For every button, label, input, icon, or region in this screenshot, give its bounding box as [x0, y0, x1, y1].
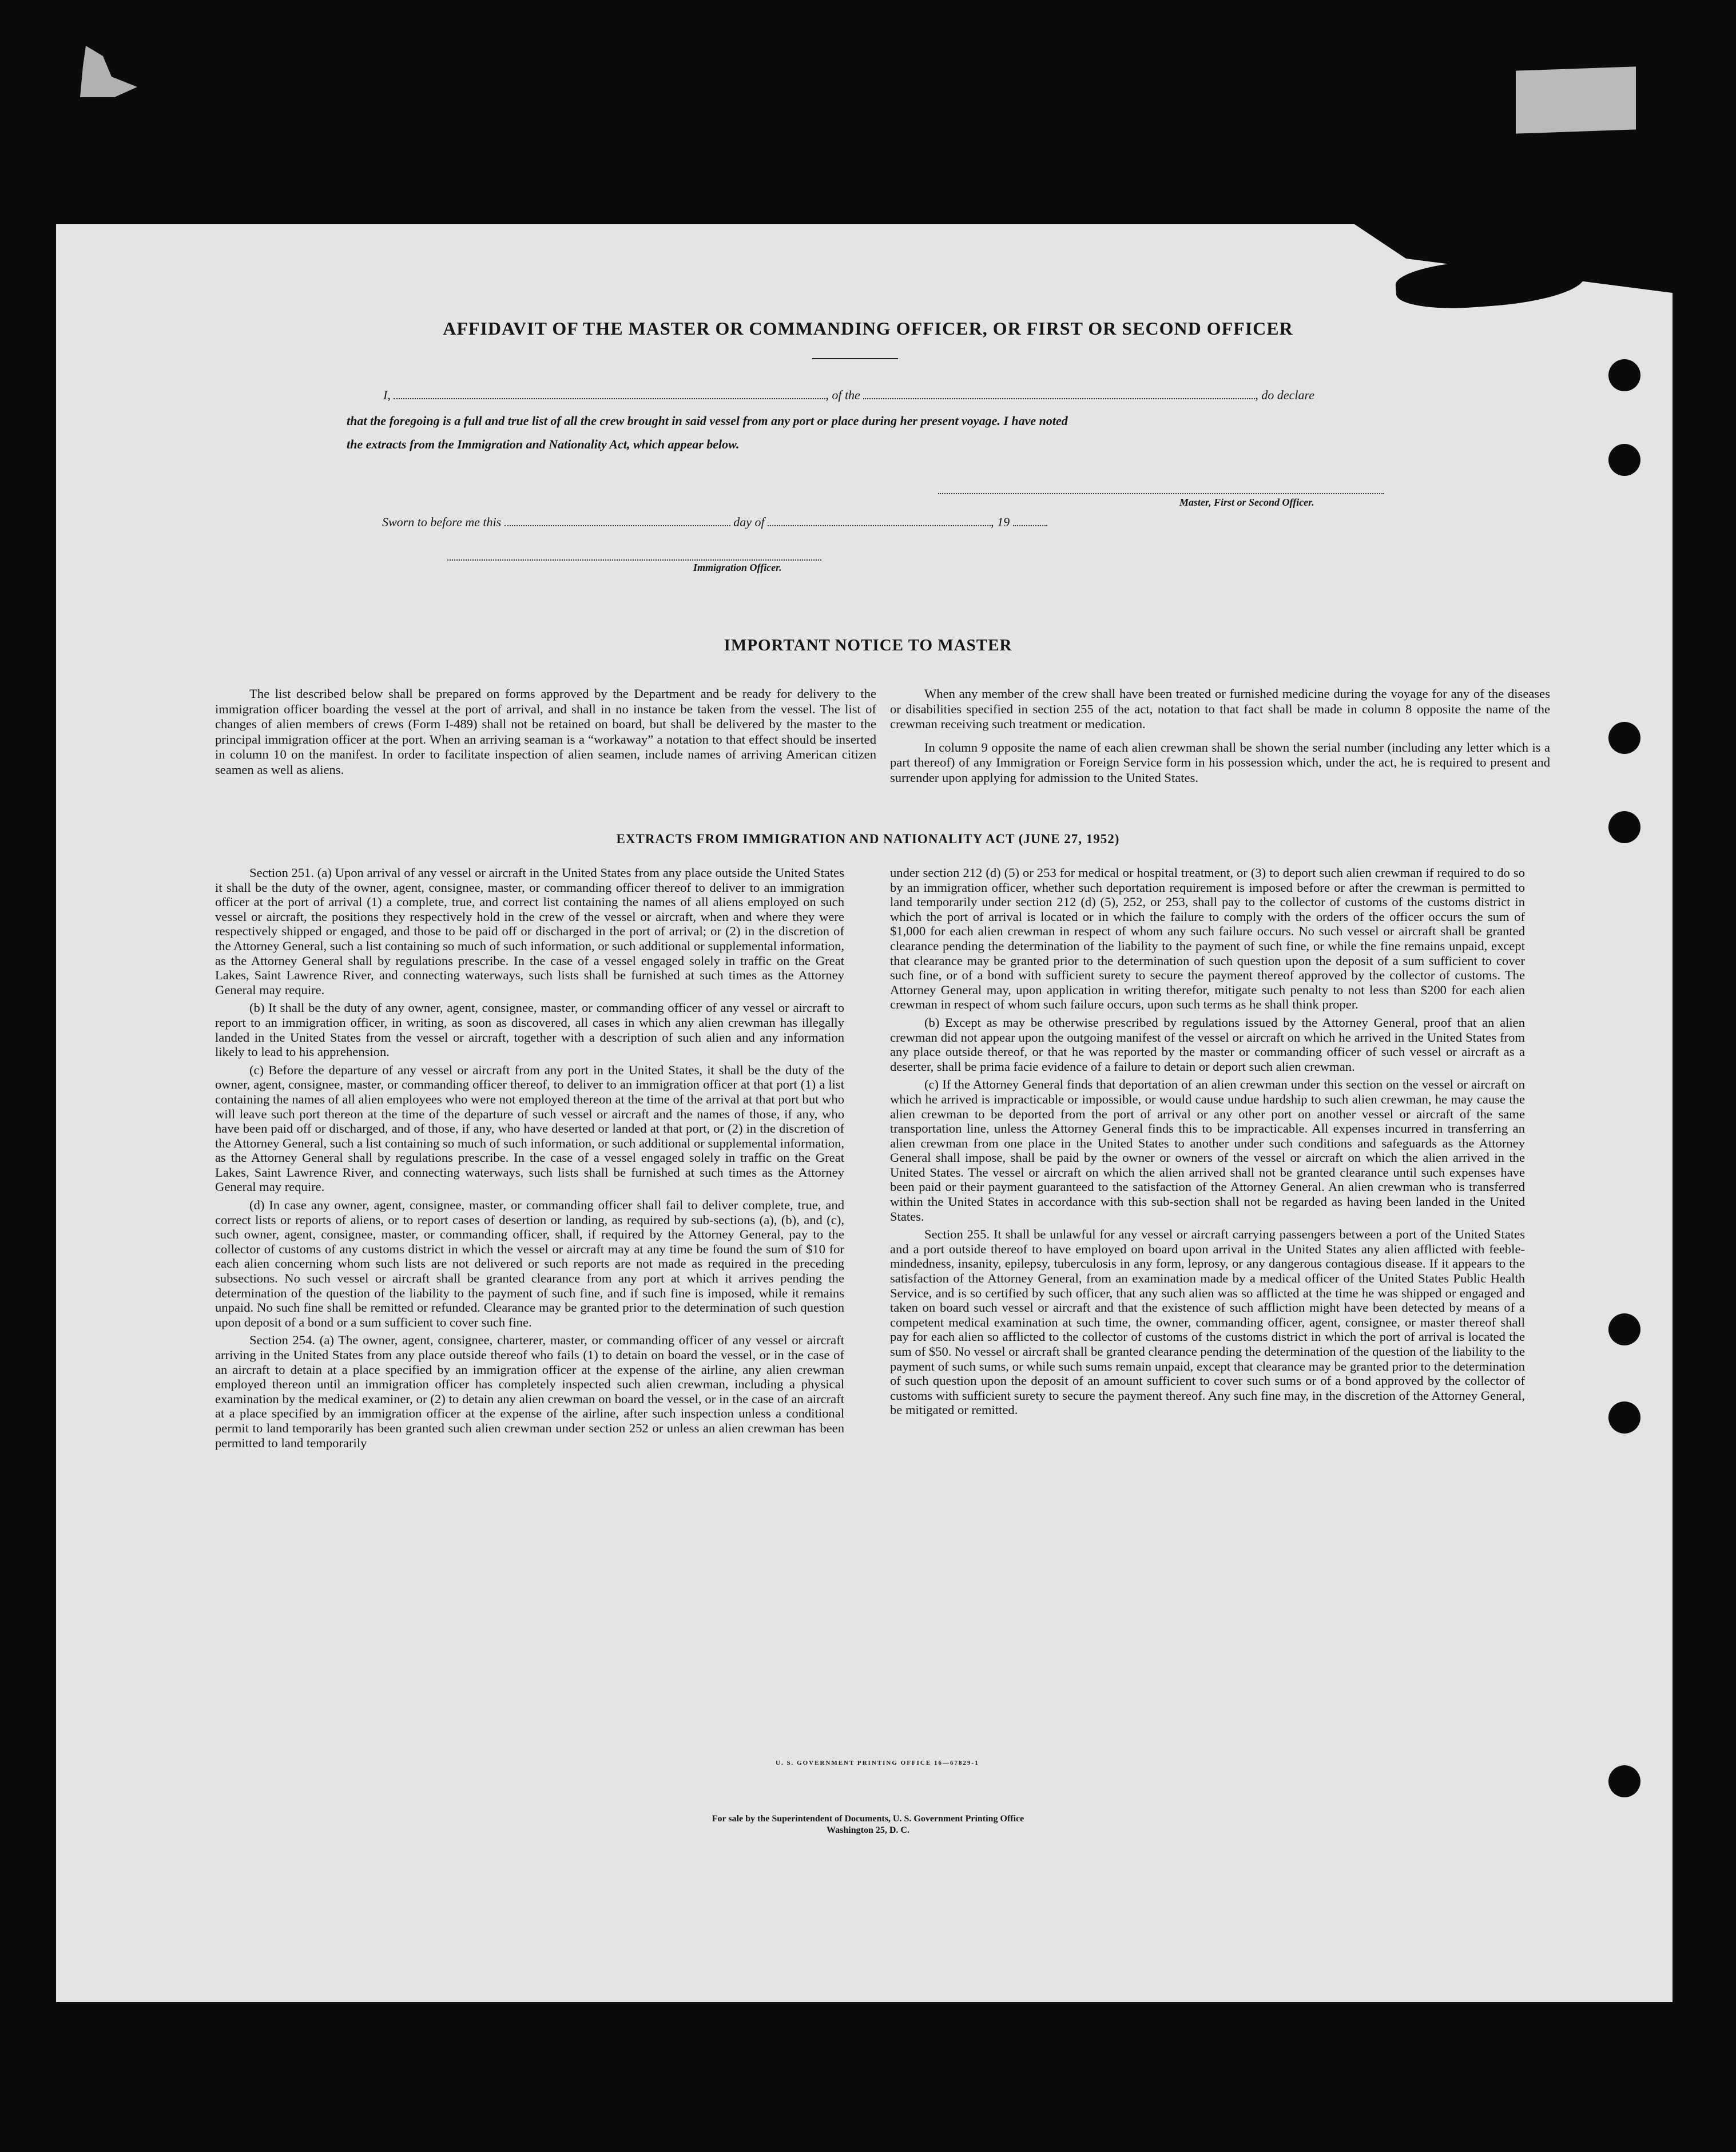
of-the-label: , of the: [825, 388, 860, 402]
extracts-left-column: [215, 865, 844, 1450]
punch-hole: [1608, 444, 1640, 476]
officer-signature-line[interactable]: [447, 559, 821, 561]
declaration-text-1: that the foregoing is a full and true list of all the crew brought in said vessel from any port or place during her present voyage. I have noted: [347, 414, 1068, 428]
extract-paragraph: Section 255. It shall be unlawful for any vessel or aircraft carrying passengers between a port of the United States and a port outside thereof to have employed on board upon arrival in the United States any alien afflicted with feeble-mindedness, insanity, epilepsy, tuberculosis in any form, leprosy, or any dangerous contagious disease. If it appears to the satisfaction of the Attorney General, from an examination made by a medical officer of the United States Public Health Service, and is so certified by such officer, that any such alien was so afflicted at the time he was shipped or engaged and taken on board such vessel or aircraft and that the existence of such affliction might have been detected by means of a competent medical examination at such time, the owner, commanding officer, agent, consignee, or master thereof shall pay for each alien so afflicted to the collector of customs of the customs district in which the port of arrival is located the sum of $50. No vessel or aircraft shall be granted clearance pending the determination of the question of the liability to the payment of such sums, or while such sums remain unpaid, except that clearance may be granted prior to the determination of such question upon the deposit of an amount sufficient to cover such sums or of a bond approved by the collector of customs with sufficient surety to secure the payment thereof. Any such fine may, in the discretion of the Attorney General, be mitigated or remitted.: [890, 1227, 1525, 1418]
punch-hole: [1608, 1765, 1640, 1797]
sworn-day-field[interactable]: [504, 515, 730, 526]
punch-hole: [1608, 1313, 1640, 1345]
notice-right-column: [890, 686, 1550, 785]
extract-paragraph: Section 251. (a) Upon arrival of any vessel or aircraft in the United States from any place outside the United States it shall be the duty of the owner, agent, consignee, master, or commanding officer thereof to deliver to an immigration officer at the port of arrival (1) a complete, true, and correct list containing the names of all aliens employed on such vessel or aircraft, the positions they respectively hold in the crew of the vessel or aircraft, when and where they were respectively shipped or engaged, and those to be paid off or discharged in the port of arrival; or (2) in the discretion of the Attorney General, such a list containing so much of such information, or such additional or supplemental information, as the Attorney General shall by regulations prescribe. In the case of a vessel engaged solely in traffic on the Great Lakes, Saint Lawrence River, and connecting waterways, such lists shall be furnished at such times as the Attorney General may require.: [215, 865, 844, 997]
extract-paragraph: (b) It shall be the duty of any owner, agent, consignee, master, or commanding officer of any vessel or aircraft to report to an immigration officer, in writing, as soon as discovered, all cases in which any alien crewman has illegally landed in the United States from the vessel or aircraft, together with a description of such alien and any information likely to lead to his apprehension.: [215, 1000, 844, 1059]
notice-right-paragraph-1: When any member of the crew shall have been treated or furnished medicine during the voyage for any of the diseases or disabilities specified in section 255 of the act, notation to that fact shall be made in column 8 opposite the name of the crewman receiving such treatment or medication.: [890, 686, 1550, 731]
extracts-right-column: [890, 865, 1525, 1418]
paper-scrap-top-right: [1516, 66, 1636, 133]
footer-line-2: Washington 25, D. C.: [827, 1825, 909, 1835]
punch-hole: [1608, 722, 1640, 754]
extracts-title: EXTRACTS FROM IMMIGRATION AND NATIONALITY ACT (JUNE 27, 1952): [616, 832, 1120, 846]
master-signature-line[interactable]: [938, 493, 1384, 494]
extract-paragraph: (c) Before the departure of any vessel or aircraft from any port in the United States, it shall be the duty of the owner, agent, consignee, master, or commanding officer thereof, to deliver to an immigration officer at that port (1) a list containing the names of all alien employees who were not employed thereon at the time of the arrival at that port but who will leave such port thereon at the time of the departure of such vessel or aircraft and the names of those, if any, who have been paid off or discharged, and of those, if any, who have deserted or landed at that port, or (2) in the discretion of the Attorney General, such a list containing so much of such information, or such additional or supplemental information, as the Attorney General shall by regulations prescribe. In the case of a vessel engaged solely in traffic on the Great Lakes, Saint Lawrence River, and connecting waterways, such lists shall be furnished at such times as the Attorney General may require.: [215, 1062, 844, 1194]
notice-left-column: [215, 686, 876, 777]
declaration-text-2: the extracts from the Immigration and Nationality Act, which appear below.: [347, 437, 740, 451]
affidavit-title: AFFIDAVIT OF THE MASTER OR COMMANDING OFFICER, OR FIRST OR SECOND OFFICER: [443, 318, 1293, 339]
extract-paragraph: (d) In case any owner, agent, consignee, master, or commanding officer shall fail to deliver complete, true, and correct lists or reports of aliens, or to report cases of desertion or landing, as required by sub-sections (a), (b), and (c), such owner, agent, consignee, master, or commanding officer, shall, if required by the Attorney General, pay to the collector of customs of any customs district in which the vessel or aircraft may at any time be found the sum of $10 for each alien concerning whom such lists are not delivered or such reports are not made as required in the preceding subsections. No such vessel or aircraft shall be granted clearance from any port at which it arrives pending the determination of the question of the liability to the payment of such fine, and if such fine is imposed, while it remains unpaid. No such fine shall be remitted or refunded. Clearance may be granted prior to the determination of such question upon deposit of a bond or a sum sufficient to cover such fine.: [215, 1198, 844, 1329]
punch-hole: [1608, 359, 1640, 391]
notice-left-paragraph: The list described below shall be prepared on forms approved by the Department and be ready for delivery to the immigration officer boarding the vessel at the port of arrival, and shall in no instance be taken from the vessel. The list of changes of alien members of crews (Form I-489) shall not be retained on board, but shall be delivered by the master to the principal immigration officer at the port. When an arriving seaman is a “workaway” a notation to that effect should be inserted in column 10 on the manifest. In order to facilitate inspection of alien seamen, include names of arriving American citizen seamen as well as aliens.: [215, 686, 876, 777]
printing-office-line: U. S. GOVERNMENT PRINTING OFFICE 16—67829-1: [776, 1760, 979, 1766]
day-of-label: day of: [733, 515, 765, 529]
notice-right-paragraph-2: In column 9 opposite the name of each alien crewman shall be shown the serial number (including any letter which is a part thereof) of any Immigration or Foreign Service form in his possession which, under the act, he is required to present and surrender upon applying for admission to the United States.: [890, 740, 1550, 785]
extract-paragraph: Section 254. (a) The owner, agent, consignee, charterer, master, or commanding officer of any vessel or aircraft arriving in the United States from any place outside thereof who fails (1) to detain on board the vessel, or in the case of an aircraft to detain at a place specified by an immigration officer at the expense of the airline, any alien crewman employed thereon until an immigration officer has completely inspected such alien crewman, including a physical examination by the medical examiner, or (2) to detain any alien crewman on board the vessel, or in the case of an aircraft at a place specified by an immigration officer at the expense of the airline, after such inspection unless a conditional permit to land temporarily has been granted such alien crewman under section 252 or unless an alien crewman has been permitted to land temporarily: [215, 1333, 844, 1450]
sworn-label: Sworn to before me this: [382, 515, 502, 529]
sale-footer: [0, 1813, 1736, 1836]
title-rule: [812, 358, 898, 359]
extract-paragraph: (c) If the Attorney General finds that deportation of an alien crewman under this section on the vessel or aircraft on which he arrived is impracticable or impossible, or would cause undue hardship to such alien crewman, he may cause the alien crewman to be deported from the port of arrival or any other port on another vessel or aircraft of the same transportation line, unless the Attorney General finds this to be impracticable. All expenses incurred in transferring an alien crewman from one place in the United States to another under such conditions and safeguards as the Attorney General shall impose, shall be paid by the owner or owners of the vessel or aircraft on which the alien arrived in the United States. The vessel or aircraft on which the alien arrived shall not be granted clearance until such expenses have been paid or their payment guaranteed to the satisfaction of the Attorney General. An alien crewman who is transferred within the United States in accordance with this sub-section shall not be regarded as having been landed in the United States.: [890, 1077, 1525, 1224]
vessel-field[interactable]: [863, 388, 1255, 399]
officer-caption: Immigration Officer.: [693, 562, 782, 573]
punch-hole: [1608, 1401, 1640, 1434]
declarant-line: [383, 388, 1383, 403]
paper-scrap-top-left: [80, 46, 137, 97]
extract-paragraph: (b) Except as may be otherwise prescribed by regulations issued by the Attorney General, proof that an alien crewman did not appear upon the outgoing manifest of the vessel or aircraft on which he arrived in the United States from any place outside thereof, or that he was reported by the master or commanding officer of such vessel or aircraft as a deserter, shall be prima facie evidence of a failure to detain or deport such alien crewman.: [890, 1015, 1525, 1074]
year-label: , 19: [991, 515, 1010, 529]
footer-line-1: For sale by the Superintendent of Documents, U. S. Government Printing Office: [712, 1814, 1024, 1824]
sworn-year-field[interactable]: [1013, 515, 1047, 526]
sworn-month-field[interactable]: [768, 515, 991, 526]
extract-paragraph: under section 212 (d) (5) or 253 for medical or hospital treatment, or (3) to deport such alien crewman if required to do so by an immigration officer, whether such deportation requirement is imposed before or after the crewman is permitted to land temporarily under section 212 (d) (5), 252, or 253, shall pay to the collector of customs of the customs district in which the port of arrival is located or in which the failure to comply with the orders of the officer occurs the sum of $1,000 for each alien crewman in respect of whom any such failure occurs. No such vessel or aircraft shall be granted clearance pending the determination of the liability to the payment of such fine, or while the fine remains unpaid, except that clearance may be granted prior to the determination of such question upon the deposit of a sum sufficient to cover such fine, or of a bond with sufficient surety to secure the payment thereof approved by the collector of customs. The Attorney General may, upon application in writing therefor, mitigate such penalty to not less than $200 for each alien crewman in respect of whom such failure occurs, upon such terms as he shall think proper.: [890, 865, 1525, 1012]
do-declare-label: , do declare: [1255, 388, 1314, 402]
i-label: I,: [383, 388, 391, 402]
sworn-line: [382, 515, 1183, 530]
name-field[interactable]: [394, 388, 825, 399]
notice-title: IMPORTANT NOTICE TO MASTER: [724, 636, 1012, 654]
master-caption: Master, First or Second Officer.: [1179, 497, 1314, 508]
